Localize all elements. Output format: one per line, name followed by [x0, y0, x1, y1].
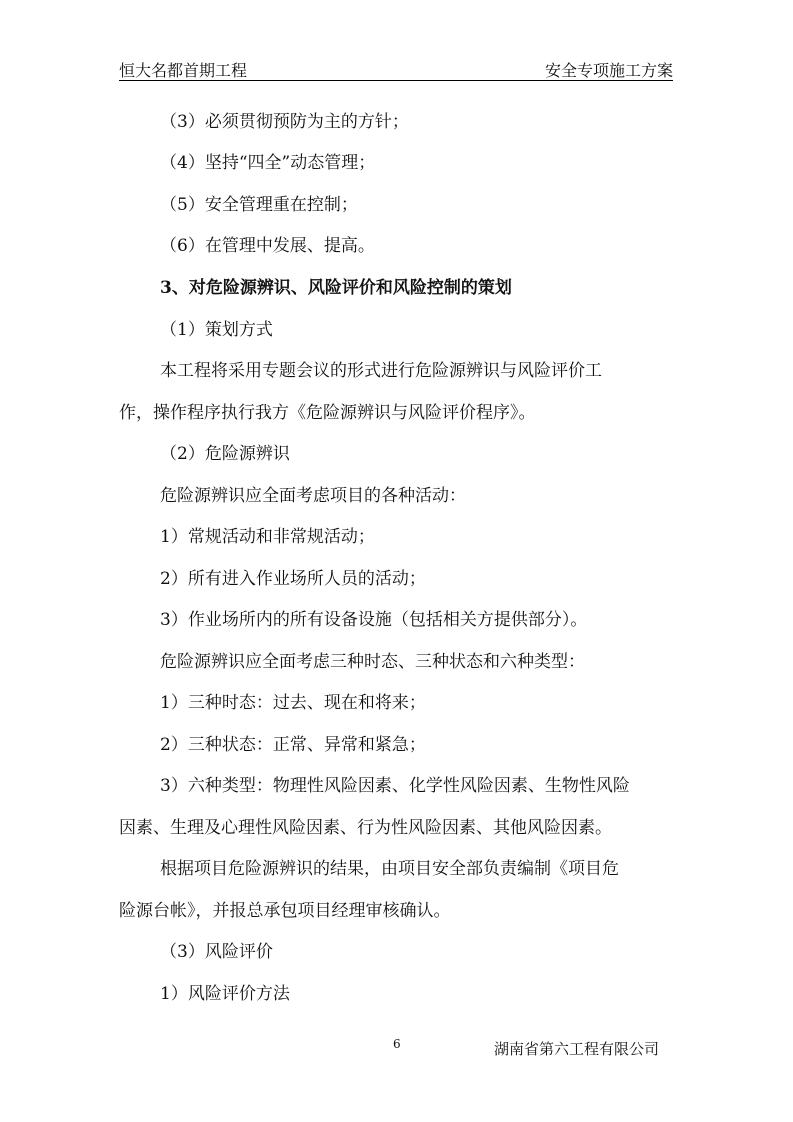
paragraph-line: 作，操作程序执行我方《危险源辨识与风险评价程序》。	[119, 403, 536, 423]
paragraph-line: 2）所有进入作业场所人员的活动；	[160, 569, 426, 589]
paragraph-line: 根据项目危险源辨识的结果，由项目安全部负责编制《项目危	[160, 859, 619, 879]
footer-company: 湖南省第六工程有限公司	[494, 1040, 660, 1058]
page-number: 6	[393, 1037, 401, 1051]
paragraph-line: 险源台帐》，并报总承包项目经理审核确认。	[119, 901, 451, 921]
paragraph-line: 1）三种时态：过去、现在和将来；	[160, 693, 426, 713]
paragraph-line: （2）危险源辨识	[160, 444, 290, 464]
paragraph-line: 1）常规活动和非常规活动；	[160, 527, 375, 547]
paragraph-line: （5）安全管理重在控制；	[160, 195, 358, 215]
paragraph-line: 1）风险评价方法	[160, 984, 290, 1004]
paragraph-line: 危险源辨识应全面考虑三种时态、三种状态和六种类型：	[160, 652, 585, 672]
paragraph-line: （1）策划方式	[160, 320, 273, 340]
paragraph-line: 3）六种类型：物理性风险因素、化学性风险因素、生物性风险	[160, 776, 630, 796]
paragraph-line: 因素、生理及心理性风险因素、行为性风险因素、其他风险因素。	[119, 818, 612, 838]
header-project-name: 恒大名都首期工程	[119, 61, 248, 80]
paragraph-line: 危险源辨识应全面考虑项目的各种活动：	[160, 486, 466, 506]
paragraph-line: （4）坚持“四全”动态管理；	[160, 153, 376, 173]
paragraph-line: （3）必须贯彻预防为主的方针；	[160, 112, 409, 132]
header-document-title: 安全专项施工方案	[544, 61, 673, 80]
paragraph-line: 本工程将采用专题会议的形式进行危险源辨识与风险评价工	[160, 361, 602, 381]
page-header	[119, 56, 673, 81]
paragraph-line: 2）三种状态：正常、异常和紧急；	[160, 735, 426, 755]
paragraph-line: 3）作业场所内的所有设备设施（包括相关方提供部分）。	[160, 610, 588, 630]
paragraph-line: （6）在管理中发展、提高。	[160, 236, 375, 256]
paragraph-line: （3）风险评价	[160, 942, 273, 962]
section-heading: 3、对危险源辨识、风险评价和风险控制的策划	[160, 278, 512, 298]
